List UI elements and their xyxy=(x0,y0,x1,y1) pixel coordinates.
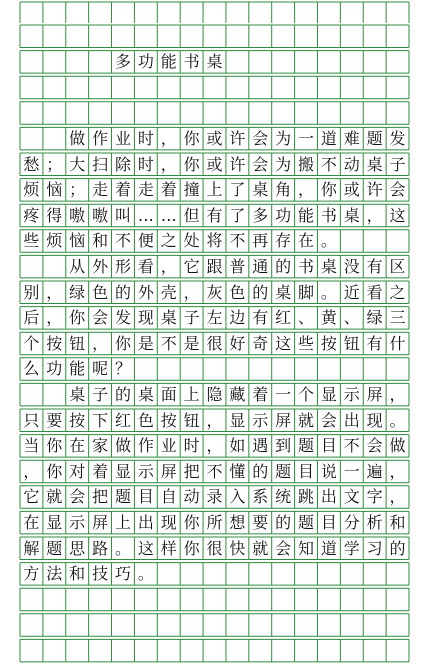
essay-char: 现 xyxy=(366,410,383,430)
essay-char: ； xyxy=(69,180,86,200)
essay-char: ， xyxy=(389,384,406,404)
essay-char: 许 xyxy=(229,128,246,148)
essay-char: 之 xyxy=(389,282,406,302)
essay-char: 了 xyxy=(229,205,246,225)
essay-char: 显 xyxy=(320,384,337,404)
essay-char: 有 xyxy=(366,333,383,353)
essay-char: 三 xyxy=(389,308,406,328)
essay-char: 大 xyxy=(69,154,86,174)
essay-char: 说 xyxy=(320,461,337,481)
essay-char: 你 xyxy=(114,333,131,353)
essay-char: 色 xyxy=(92,282,109,302)
essay-char: 不 xyxy=(160,333,177,353)
essay-char: 文 xyxy=(343,487,360,507)
essay-char: 疼 xyxy=(23,205,40,225)
essay-char: … xyxy=(137,205,154,225)
essay-char: 普 xyxy=(229,256,246,276)
essay-char: ， xyxy=(206,410,223,430)
essay-char: 你 xyxy=(183,154,200,174)
essay-char: 好 xyxy=(229,333,246,353)
essay-char: 一 xyxy=(343,461,360,481)
essay-char: 解 xyxy=(23,538,40,558)
essay-char: 面 xyxy=(160,384,177,404)
essay-char: 的 xyxy=(114,282,131,302)
essay-char: 会 xyxy=(366,436,383,456)
essay-char: 时 xyxy=(137,128,154,148)
essay-char: ， xyxy=(160,256,177,276)
essay-char: 别 xyxy=(23,282,40,302)
essay-char: 在 xyxy=(298,231,315,251)
essay-char: 有 xyxy=(366,256,383,276)
essay-char: 再 xyxy=(252,231,269,251)
essay-char: 学 xyxy=(343,538,360,558)
essay-char: 桌 xyxy=(160,308,177,328)
essay-char: 钮 xyxy=(69,333,86,353)
essay-char: 题 xyxy=(114,487,131,507)
essay-char: ， xyxy=(160,154,177,174)
essay-char: 目 xyxy=(137,487,154,507)
essay-char: ？ xyxy=(114,359,131,379)
essay-char: 外 xyxy=(137,282,154,302)
essay-char: 就 xyxy=(298,410,315,430)
essay-char: 示 xyxy=(69,512,86,532)
essay-char: 烦 xyxy=(23,180,40,200)
essay-char: 所 xyxy=(206,512,223,532)
essay-char: 红 xyxy=(275,308,292,328)
essay-char: 搬 xyxy=(298,154,315,174)
essay-char: 子 xyxy=(389,154,406,174)
essay-char: 很 xyxy=(206,333,223,353)
essay-char: 多 xyxy=(252,205,269,225)
essay-char: 扫 xyxy=(92,154,109,174)
essay-char: 。 xyxy=(389,410,406,430)
essay-char: 题 xyxy=(366,128,383,148)
essay-char: 析 xyxy=(366,512,383,532)
essay-char: 出 xyxy=(320,487,337,507)
essay-char: 么 xyxy=(23,359,40,379)
essay-char: 法 xyxy=(46,564,63,584)
essay-char: 功 xyxy=(275,205,292,225)
essay-char: 屏 xyxy=(160,461,177,481)
essay-char: ， xyxy=(183,282,200,302)
essay-char: 个 xyxy=(298,384,315,404)
essay-char: 显 xyxy=(46,512,63,532)
essay-char: 上 xyxy=(206,180,223,200)
essay-char: 嗷 xyxy=(69,205,86,225)
essay-char: 从 xyxy=(69,256,86,276)
essay-char: 屏 xyxy=(92,512,109,532)
essay-char: 你 xyxy=(46,436,63,456)
essay-char: 这 xyxy=(275,333,292,353)
essay-char: 叫 xyxy=(114,205,131,225)
essay-char: 要 xyxy=(252,512,269,532)
essay-char: 桌 xyxy=(137,384,154,404)
essay-char: 角 xyxy=(275,180,292,200)
essay-char: 桌 xyxy=(275,282,292,302)
essay-char: ， xyxy=(206,436,223,456)
essay-char: 的 xyxy=(252,461,269,481)
essay-char: 便 xyxy=(137,231,154,251)
essay-char: 着 xyxy=(92,461,109,481)
essay-char: 做 xyxy=(114,436,131,456)
essay-char: 区 xyxy=(389,256,406,276)
essay-char: 如 xyxy=(229,436,246,456)
essay-char: 烦 xyxy=(46,231,63,251)
essay-char: 但 xyxy=(183,205,200,225)
essay-char: 就 xyxy=(252,538,269,558)
essay-char: 壳 xyxy=(160,282,177,302)
essay-char: ， xyxy=(46,282,63,302)
essay-char: 或 xyxy=(206,154,223,174)
essay-char: 目 xyxy=(298,461,315,481)
essay-char: 书 xyxy=(320,205,337,225)
essay-char: 除 xyxy=(114,154,131,174)
essay-char: 现 xyxy=(137,308,154,328)
essay-char: 和 xyxy=(69,564,86,584)
essay-char: 许 xyxy=(229,154,246,174)
essay-char: 遍 xyxy=(366,461,383,481)
essay-char: 和 xyxy=(389,512,406,532)
essay-char: 难 xyxy=(343,128,360,148)
essay-char: ， xyxy=(160,128,177,148)
essay-char: 恼 xyxy=(69,231,86,251)
essay-char: 钮 xyxy=(343,333,360,353)
essay-char: 将 xyxy=(206,231,223,251)
essay-char: 黄 xyxy=(320,308,337,328)
title-char: 书 xyxy=(183,52,200,72)
essay-char: 有 xyxy=(206,205,223,225)
essay-char: 。 xyxy=(320,231,337,251)
essay-char: 的 xyxy=(252,282,269,302)
essay-char: 懂 xyxy=(229,461,246,481)
essay-char: 很 xyxy=(206,538,223,558)
essay-char: 桌 xyxy=(252,180,269,200)
essay-char: 字 xyxy=(366,487,383,507)
essay-char: 屏 xyxy=(366,384,383,404)
essay-char: 绿 xyxy=(366,308,383,328)
essay-char: 对 xyxy=(69,461,86,481)
essay-char: 一 xyxy=(298,128,315,148)
essay-char: 有 xyxy=(252,308,269,328)
essay-char: 桌 xyxy=(366,154,383,174)
essay-char: 为 xyxy=(275,154,292,174)
essay-char: 它 xyxy=(23,487,40,507)
essay-char: ， xyxy=(23,461,40,481)
essay-char: 业 xyxy=(114,128,131,148)
essay-char: 录 xyxy=(206,487,223,507)
essay-char: 形 xyxy=(114,256,131,276)
essay-char: 它 xyxy=(183,256,200,276)
essay-char: 动 xyxy=(343,154,360,174)
essay-char: 左 xyxy=(206,308,223,328)
essay-char: 样 xyxy=(160,538,177,558)
essay-char: 色 xyxy=(229,282,246,302)
essay-char: 技 xyxy=(92,564,109,584)
essay-char: 是 xyxy=(183,333,200,353)
essay-char: 子 xyxy=(92,384,109,404)
essay-char: 的 xyxy=(389,538,406,558)
essay-char: 不 xyxy=(320,154,337,174)
essay-char: 、 xyxy=(298,308,315,328)
essay-char: 不 xyxy=(343,436,360,456)
essay-char: 道 xyxy=(320,538,337,558)
essay-char: 做 xyxy=(389,436,406,456)
essay-char: 了 xyxy=(229,180,246,200)
essay-char: 通 xyxy=(252,256,269,276)
essay-char: 把 xyxy=(183,461,200,481)
essay-char: 后 xyxy=(23,308,40,328)
essay-char: 上 xyxy=(114,512,131,532)
essay-char: 你 xyxy=(183,512,200,532)
essay-char: 屏 xyxy=(275,410,292,430)
essay-char: 出 xyxy=(137,512,154,532)
essay-char: 思 xyxy=(69,538,86,558)
essay-char: 在 xyxy=(23,512,40,532)
essay-char: 你 xyxy=(183,538,200,558)
essay-char: 题 xyxy=(298,512,315,532)
essay-char: 绿 xyxy=(69,282,86,302)
essay-char: 或 xyxy=(206,128,223,148)
essay-char: 之 xyxy=(160,231,177,251)
essay-char: 上 xyxy=(183,384,200,404)
essay-char: 着 xyxy=(252,384,269,404)
essay-char: 系 xyxy=(252,487,269,507)
essay-char: 。 xyxy=(320,282,337,302)
essay-char: 时 xyxy=(183,436,200,456)
essay-char: 、 xyxy=(343,308,360,328)
essay-char: 会 xyxy=(69,487,86,507)
essay-char: 许 xyxy=(366,180,383,200)
essay-char: 到 xyxy=(275,436,292,456)
essay-char: 。 xyxy=(114,538,131,558)
essay-char: 你 xyxy=(320,180,337,200)
essay-char: 撞 xyxy=(183,180,200,200)
essay-char: 桌 xyxy=(343,205,360,225)
essay-char: 不 xyxy=(229,231,246,251)
essay-char: 不 xyxy=(206,461,223,481)
essay-char: 些 xyxy=(298,333,315,353)
essay-char: 发 xyxy=(114,308,131,328)
essay-char: 处 xyxy=(183,231,200,251)
title-char: 功 xyxy=(137,52,154,72)
essay-char: 桌 xyxy=(69,384,86,404)
essay-char: 子 xyxy=(183,308,200,328)
essay-char: 藏 xyxy=(229,384,246,404)
essay-char: 家 xyxy=(92,436,109,456)
essay-char: 现 xyxy=(160,512,177,532)
essay-char: 你 xyxy=(46,461,63,481)
essay-char: 跟 xyxy=(206,256,223,276)
essay-char: 看 xyxy=(137,256,154,276)
essay-char: 把 xyxy=(92,487,109,507)
essay-char: 灰 xyxy=(206,282,223,302)
essay-char: 看 xyxy=(366,282,383,302)
essay-char: 这 xyxy=(389,205,406,225)
essay-char: 路 xyxy=(92,538,109,558)
essay-char: 习 xyxy=(366,538,383,558)
essay-char: 会 xyxy=(92,308,109,328)
essay-char: 和 xyxy=(92,231,109,251)
essay-char: 就 xyxy=(46,487,63,507)
essay-char: 隐 xyxy=(206,384,223,404)
essay-char: 桌 xyxy=(320,256,337,276)
essay-char: 作 xyxy=(92,128,109,148)
essay-char: 恼 xyxy=(46,180,63,200)
essay-char: 题 xyxy=(46,538,63,558)
essay-char: 显 xyxy=(114,461,131,481)
essay-char: 这 xyxy=(137,538,154,558)
title-char: 桌 xyxy=(206,52,223,72)
essay-char: 色 xyxy=(137,410,154,430)
essay-char: 你 xyxy=(183,128,200,148)
essay-char: 业 xyxy=(160,436,177,456)
essay-char: 题 xyxy=(275,461,292,481)
essay-char: 做 xyxy=(69,128,86,148)
essay-char: 会 xyxy=(252,154,269,174)
essay-char: 脚 xyxy=(298,282,315,302)
essay-char: 只 xyxy=(23,410,40,430)
essay-char: 。 xyxy=(137,564,154,584)
essay-char: 你 xyxy=(69,308,86,328)
essay-char: 一 xyxy=(275,384,292,404)
essay-char: 会 xyxy=(275,538,292,558)
essay-char: 题 xyxy=(298,436,315,456)
essay-char: 是 xyxy=(137,333,154,353)
essay-char: 会 xyxy=(320,410,337,430)
essay-char: 书 xyxy=(298,256,315,276)
essay-char: ， xyxy=(46,308,63,328)
title-char: 多 xyxy=(114,52,131,72)
essay-char: 的 xyxy=(275,256,292,276)
essay-char: 个 xyxy=(23,333,40,353)
essay-char: 没 xyxy=(343,256,360,276)
essay-char: 按 xyxy=(160,410,177,430)
essay-char: 道 xyxy=(320,128,337,148)
essay-char: 红 xyxy=(114,410,131,430)
essay-char: 愁 xyxy=(23,154,40,174)
essay-char: 存 xyxy=(275,231,292,251)
essay-char: 会 xyxy=(389,180,406,200)
essay-char: 嗷 xyxy=(92,205,109,225)
essay-char: 在 xyxy=(69,436,86,456)
essay-char: … xyxy=(160,205,177,225)
essay-char: 目 xyxy=(320,436,337,456)
essay-char: ， xyxy=(389,461,406,481)
essay-char: 遇 xyxy=(252,436,269,456)
essay-char: 得 xyxy=(46,205,63,225)
essay-char: 显 xyxy=(229,410,246,430)
essay-char: 着 xyxy=(114,180,131,200)
essay-char: 发 xyxy=(389,128,406,148)
essay-char: 功 xyxy=(46,359,63,379)
essay-char: 钮 xyxy=(183,410,200,430)
essay-char: 着 xyxy=(160,180,177,200)
essay-char: 方 xyxy=(23,564,40,584)
essay-char: 分 xyxy=(343,512,360,532)
essay-char: 能 xyxy=(298,205,315,225)
essay-char: 要 xyxy=(46,410,63,430)
essay-char: 的 xyxy=(114,384,131,404)
essay-char: 想 xyxy=(229,512,246,532)
essay-char: ， xyxy=(298,180,315,200)
essay-char: 按 xyxy=(46,333,63,353)
essay-char: 些 xyxy=(23,231,40,251)
essay-char: 什 xyxy=(389,333,406,353)
essay-char: ； xyxy=(46,154,63,174)
essay-char: 边 xyxy=(229,308,246,328)
essay-char: 自 xyxy=(160,487,177,507)
essay-char: 呢 xyxy=(92,359,109,379)
essay-char: 快 xyxy=(229,538,246,558)
essay-char: 会 xyxy=(252,128,269,148)
essay-char: 巧 xyxy=(114,564,131,584)
essay-char: 当 xyxy=(23,436,40,456)
essay-char: 作 xyxy=(137,436,154,456)
essay-char: 奇 xyxy=(252,333,269,353)
essay-char: ， xyxy=(92,333,109,353)
essay-char: 外 xyxy=(92,256,109,276)
essay-char: 知 xyxy=(298,538,315,558)
title-char: 能 xyxy=(160,52,177,72)
essay-char: 目 xyxy=(320,512,337,532)
essay-char: 统 xyxy=(275,487,292,507)
essay-char: 走 xyxy=(137,180,154,200)
essay-char: 走 xyxy=(92,180,109,200)
essay-char: 示 xyxy=(137,461,154,481)
essay-char: 示 xyxy=(343,384,360,404)
essay-char: ， xyxy=(389,487,406,507)
essay-char: 或 xyxy=(343,180,360,200)
essay-char: 不 xyxy=(114,231,131,251)
essay-char: 为 xyxy=(275,128,292,148)
essay-char: 时 xyxy=(137,154,154,174)
essay-char: 示 xyxy=(252,410,269,430)
essay-char: 跳 xyxy=(298,487,315,507)
essay-char: 出 xyxy=(343,410,360,430)
essay-char: 按 xyxy=(320,333,337,353)
essay-char: 近 xyxy=(343,282,360,302)
essay-char: ， xyxy=(366,205,383,225)
essay-char: 下 xyxy=(92,410,109,430)
essay-char: 的 xyxy=(275,512,292,532)
essay-char: 按 xyxy=(69,410,86,430)
essay-char: 能 xyxy=(69,359,86,379)
essay-char: 入 xyxy=(229,487,246,507)
essay-char: 动 xyxy=(183,487,200,507)
